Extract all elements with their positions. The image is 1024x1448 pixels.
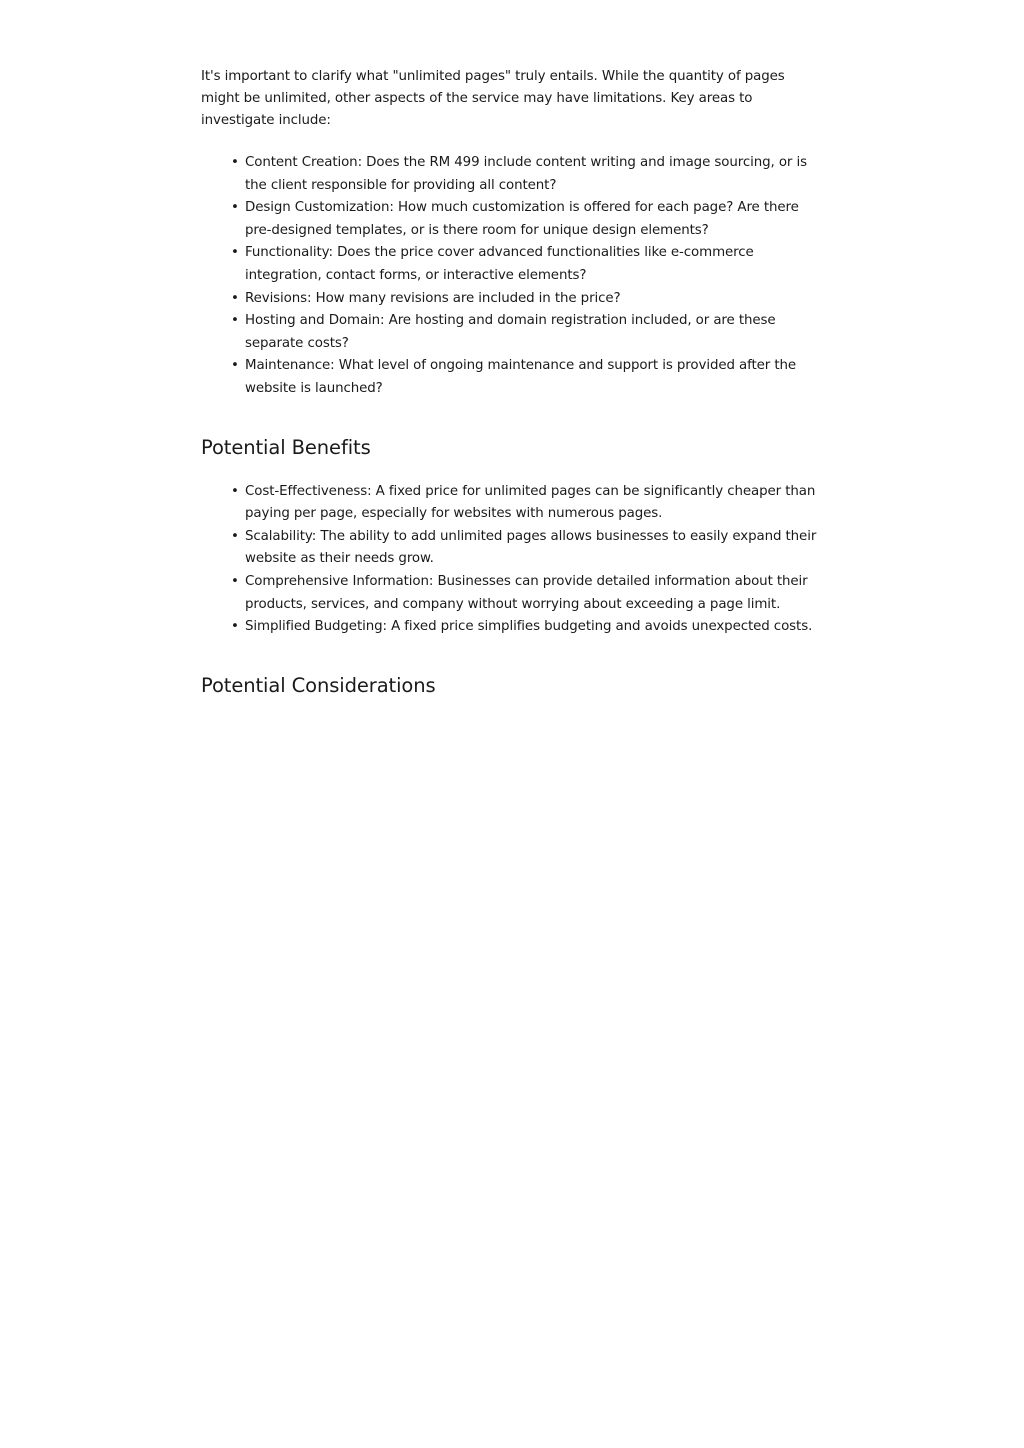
list-item — [231, 152, 823, 197]
bullet-icon: • — [231, 483, 239, 499]
benefits-heading: Potential Benefits — [201, 435, 371, 459]
list-item — [231, 355, 823, 400]
list-item-text: Comprehensive Information: Businesses can provide detailed information about their products, services, and company without worrying about exceeding a page limit. — [245, 573, 808, 612]
list-item-text: Functionality: Does the price cover advanced functionalities like e-commerce integration, contact forms, or interactive elements? — [245, 245, 754, 283]
list-item-text: Scalability: The ability to add unlimited pages allows businesses to easily expand their website as their needs grow. — [245, 528, 817, 567]
bullet-icon: • — [231, 358, 239, 374]
list-item-text: Maintenance: What level of ongoing maintenance and support is provided after the website is launched? — [245, 358, 797, 396]
bullet-icon: • — [231, 200, 239, 216]
investigate-list — [201, 152, 823, 401]
benefits-list — [201, 481, 823, 639]
list-item — [231, 310, 823, 355]
list-item — [231, 197, 823, 242]
list-item — [231, 526, 823, 571]
bullet-icon: • — [231, 528, 239, 544]
bullet-icon: • — [231, 290, 239, 306]
list-item-text: Cost-Effectiveness: A fixed price for unlimited pages can be significantly cheaper than paying per page, especially for websites with numerous pages. — [245, 483, 816, 522]
list-item — [231, 571, 823, 616]
list-item-text: Simplified Budgeting: A fixed price simplifies budgeting and avoids unexpected costs. — [245, 619, 813, 635]
list-item-text: Hosting and Domain: Are hosting and domain registration included, or are these separate costs? — [245, 313, 776, 351]
list-item — [231, 288, 823, 311]
list-item-text: Design Customization: How much customization is offered for each page? Are there pre-designed templates, or is there room for unique design elements? — [245, 200, 799, 238]
document-page — [201, 66, 823, 699]
considerations-heading: Potential Considerations — [201, 673, 436, 697]
bullet-icon: • — [231, 619, 239, 635]
bullet-icon: • — [231, 245, 239, 261]
intro-paragraph: It's important to clarify what "unlimited pages" truly entails. While the quantity of pages might be unlimited, other aspects of the service may have limitations. Key areas to investigate include: — [201, 69, 785, 128]
bullet-icon: • — [231, 573, 239, 589]
list-item-text: Content Creation: Does the RM 499 include content writing and image sourcing, or is the client responsible for providing all content? — [245, 155, 807, 193]
list-item-text: Revisions: How many revisions are included in the price? — [245, 290, 621, 306]
list-item — [231, 242, 823, 287]
bullet-icon: • — [231, 313, 239, 329]
list-item — [231, 481, 823, 526]
list-item — [231, 616, 823, 639]
bullet-icon: • — [231, 155, 239, 170]
